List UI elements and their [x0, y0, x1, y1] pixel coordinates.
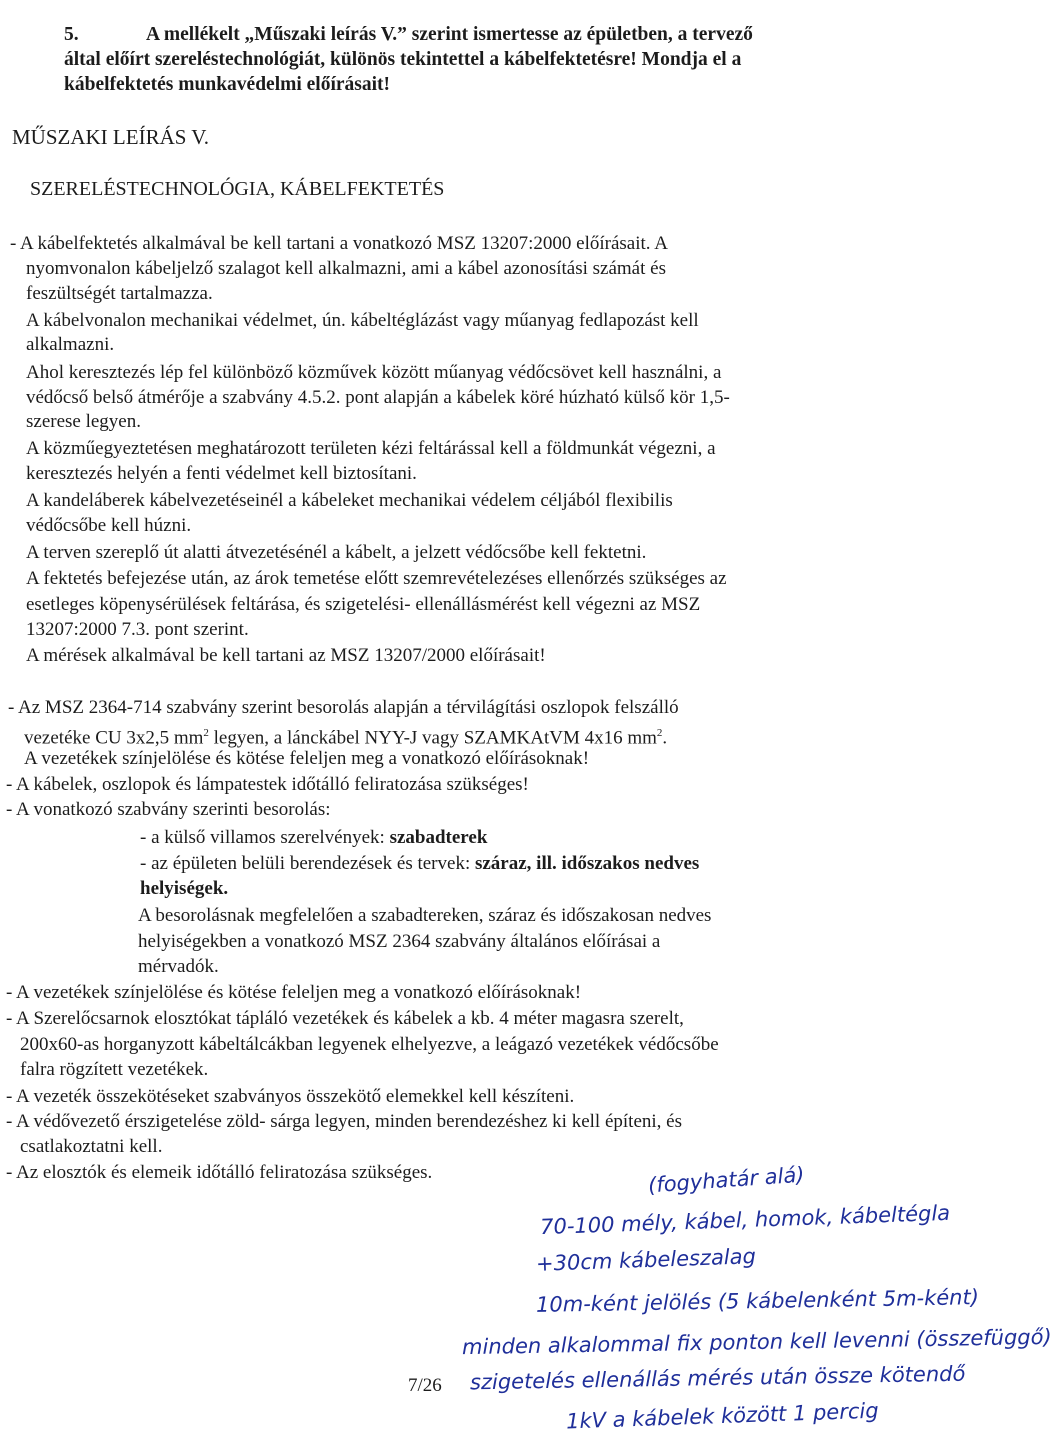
- body-line: helyiségek.: [140, 878, 229, 899]
- body-line: A közműegyeztetésen meghatározott területen kézi feltárással kell a földmunkát végezni, a: [26, 438, 716, 459]
- bold-text: száraz, ill. időszakos nedves: [474, 853, 700, 874]
- body-line: - A vezeték összekötéseket szabványos összekötő elemekkel kell készíteni.: [6, 1086, 575, 1107]
- text-run: .: [662, 727, 668, 749]
- body-line: esetleges köpenysérülések feltárása, és szigetelési- ellenállásmérést kell végezni az MSZ: [26, 594, 701, 615]
- body-line: A besorolásnak megfelelően a szabadtereken, száraz és időszakosan nedves: [138, 905, 712, 926]
- handwritten-note: 10m-ként jelölés (5 kábelenként 5m-ként): [535, 1285, 980, 1317]
- text-run: legyen, a lánckábel NYY-J vagy SZAMKAtVM 4x16 mm: [208, 727, 657, 749]
- text-run: - a külső villamos szerelvények:: [140, 827, 390, 848]
- body-line: - A kábelfektetés alkalmával be kell tartani a vonatkozó MSZ 13207:2000 előírásait. A: [10, 233, 668, 254]
- page-number: 7/26: [408, 1375, 442, 1396]
- question-line: által előírt szereléstechnológiát, különös tekintettel a kábelfektetésre! Mondja el a: [64, 49, 742, 70]
- document-subheading: SZERELÉSTECHNOLÓGIA, KÁBELFEKTETÉS: [30, 178, 445, 200]
- body-line: A terven szereplő út alatti átvezetésénél a kábelt, a jelzett védőcsőbe kell fektetni.: [26, 542, 647, 563]
- body-line: védőcsőbe kell húzni.: [26, 515, 192, 536]
- handwritten-note: 70-100 mély, kábel, homok, kábeltégla: [539, 1200, 951, 1240]
- body-line: szerese legyen.: [26, 411, 141, 432]
- handwritten-note: szigetelés ellenállás mérés után össze kötendő: [469, 1361, 966, 1395]
- body-line: keresztezés helyén a fenti védelmet kell biztosítani.: [26, 463, 417, 484]
- document-heading: MŰSZAKI LEÍRÁS V.: [12, 125, 209, 149]
- question-number: 5.: [64, 24, 79, 45]
- body-line: A mérések alkalmával be kell tartani az MSZ 13207/2000 előírásait!: [26, 645, 546, 666]
- body-line: [140, 852, 699, 876]
- body-line: [24, 721, 667, 750]
- body-line: - A védővezető érszigetelése zöld- sárga legyen, minden berendezéshez ki kell építeni, és: [6, 1111, 682, 1132]
- body-line: [140, 826, 487, 850]
- handwritten-note: 1kV a kábelek között 1 percig: [565, 1398, 879, 1434]
- body-line: feszültségét tartalmazza.: [26, 283, 213, 304]
- text-run: - az épületen belüli berendezések és tervek:: [140, 853, 475, 874]
- text-run: vezetéke CU 3x2,5 mm: [24, 727, 204, 749]
- body-line: A vezetékek színjelölése és kötése feleljen meg a vonatkozó előírásoknak!: [24, 748, 590, 769]
- body-line: falra rögzített vezetékek.: [20, 1059, 209, 1080]
- body-line: - A kábelek, oszlopok és lámpatestek időtálló feliratozása szükséges!: [6, 774, 529, 795]
- question-line: kábelfektetés munkavédelmi előírásait!: [64, 74, 391, 95]
- body-line: - Az MSZ 2364-714 szabvány szerint besorolás alapján a térvilágítási oszlopok felszálló: [8, 697, 679, 718]
- body-line: helyiségekben a vonatkozó MSZ 2364 szabvány általános előírásai a: [138, 931, 661, 952]
- body-line: mérvadók.: [138, 956, 219, 977]
- handwritten-note: minden alkalommal fix ponton kell levenni (összefüggő): [461, 1324, 1052, 1360]
- body-line: védőcső belső átmérője a szabvány 4.5.2. pont alapján a kábelek köré húzható külső kör 1,5-: [26, 387, 730, 408]
- body-line: A fektetés befejezése után, az árok temetése előtt szemrevételezéses ellenőrzés szükséges az: [26, 568, 727, 589]
- bold-text: szabadterek: [389, 827, 488, 848]
- body-line: alkalmazni.: [26, 334, 115, 355]
- superscript: 2: [656, 727, 663, 739]
- body-line: Ahol keresztezés lép fel különböző közművek között műanyag védőcsövet kell használni, a: [26, 362, 722, 383]
- body-line: nyomvonalon kábeljelző szalagot kell alkalmazni, ami a kábel azonosítási számát és: [26, 258, 666, 279]
- body-line: A kábelvonalon mechanikai védelmet, ún. kábeltéglázást vagy műanyag fedlapozást kell: [26, 310, 699, 331]
- body-line: - Az elosztók és elemeik időtálló feliratozása szükséges.: [6, 1162, 433, 1183]
- body-line: A kandeláberek kábelvezetéseinél a kábeleket mechanikai védelem céljából flexibilis: [26, 490, 673, 511]
- superscript: 2: [203, 727, 209, 739]
- body-line: 13207:2000 7.3. pont szerint.: [26, 619, 249, 640]
- body-line: - A vezetékek színjelölése és kötése feleljen meg a vonatkozó előírásoknak!: [6, 982, 582, 1003]
- question-line: A mellékelt „Műszaki leírás V.” szerint ismertesse az épületben, a tervező: [146, 24, 753, 45]
- body-line: - A Szerelőcsarnok elosztókat tápláló vezetékek és kábelek a kb. 4 méter magasra szerelt,: [6, 1008, 684, 1029]
- handwritten-note: +30cm kábeleszalag: [535, 1244, 757, 1276]
- handwritten-note: (fogyhatár alá): [647, 1162, 806, 1198]
- body-line: 200x60-as horganyzott kábeltálcákban legyenek elhelyezve, a leágazó vezetékek védőcsőbe: [20, 1034, 719, 1055]
- body-line: csatlakoztatni kell.: [20, 1136, 163, 1157]
- body-line: - A vonatkozó szabvány szerinti besorolás:: [6, 799, 331, 820]
